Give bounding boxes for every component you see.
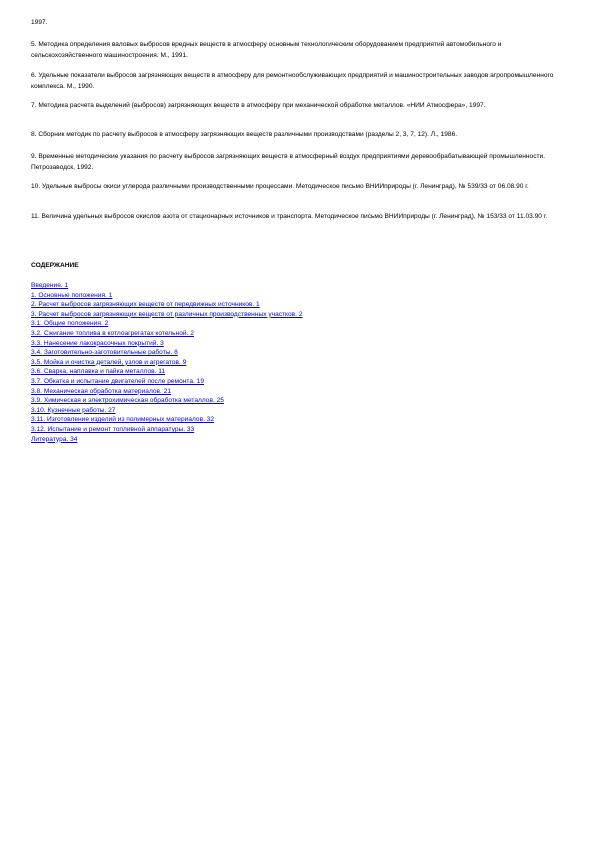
toc-link-3-11[interactable]: 3.11. Изготовление изделий из полимерных материалов. 32 [31,416,215,424]
toc-link-3-3[interactable]: 3.3. Нанесение лакокрасочных покрытий. 3 [31,339,164,347]
toc-item [31,406,571,416]
toc-item [31,396,571,406]
toc-item [31,358,571,368]
reference-5: 5. Методика определения валовых выбросов вредных веществ в атмосферу основным технологическим оборудованием предприятий автомобильного и сельскохозяйственного машиностроения. М., 1991. [31,41,502,59]
reference-9: 9. Временные методические указания по расчету выбросов загрязняющих веществ в атмосферный воздух предприятиями деревообрабатывающей промышленности. Петрозаводск, 1992. [31,153,546,171]
toc-link-3-6[interactable]: 3.6. Сварка, наплавка и пайка металлов. 11 [31,368,166,376]
toc-item [31,281,571,291]
toc-item [31,300,571,310]
toc-item [31,425,571,435]
reference-6: 6. Удельные показатели выбросов загрязняющих веществ в атмосферу для ремонтнообслуживающих предприятий и машиностроительных заводов агропромышленного комплекса. М., 1990. [31,72,554,90]
toc-item [31,435,571,445]
toc-link-literature[interactable]: Литература. 34 [31,435,78,443]
reference-11: 11. Величина удельных выбросов окислов азота от стационарных источников и транспорта. Методическое письмо ВНИИприроды (г. Ленинград), № 153/33 от 11.03.90 г. [31,213,548,220]
toc-link-3-8[interactable]: 3.8. Механическая обработка материалов. 21 [31,387,172,395]
toc-link-2[interactable]: 2. Расчет выбросов загрязняющих веществ от передвижных источников. 1 [31,301,260,309]
toc-link-3-7[interactable]: 3.7. Обкатка и испытание двигателей после ремонта. 19 [31,377,204,385]
toc-item [31,319,571,329]
toc-item [31,367,571,377]
toc-item [31,310,571,320]
toc-link-3-1[interactable]: 3.1. Общие положения. 2 [31,320,109,328]
toc-link-intro[interactable]: Введение. 1 [31,282,69,289]
toc-item [31,348,571,358]
toc-title: СОДЕРЖАНИЕ [31,262,79,269]
toc-item [31,415,571,425]
toc-item [31,377,571,387]
toc-item [31,291,571,301]
reference-fragment: 1997. [31,19,48,26]
toc-link-3-5[interactable]: 3.5. Мойка и очистка деталей, узлов и агрегатов. 9 [31,358,187,366]
toc-link-3-9[interactable]: 3.9. Химическая и электрохимическая обработка металлов. 25 [31,397,224,405]
toc-link-3-12[interactable]: 3.12. Испытание и ремонт топливной аппаратуры. 33 [31,425,195,433]
toc-link-3[interactable]: 3. Расчет выбросов загрязняющих веществ от различных производственных участков. 2 [31,310,303,318]
toc-item [31,387,571,397]
toc-link-3-10[interactable]: 3.10. Кузнечные работы. 27 [31,406,116,414]
toc-item [31,339,571,349]
reference-7: 7. Методика расчета выделений (выбросов) загрязняющих веществ в атмосферу при механической обработке металлов. «НИИ Атмосфера», 1997. [31,102,486,109]
toc-link-3-2[interactable]: 3.2. Сжигание топлива в котлоагрегатах котельной. 2 [31,329,194,337]
toc-link-1[interactable]: 1. Основные положения. 1 [31,291,113,299]
reference-8: 8. Сборник методик по расчету выбросов в атмосферу загрязняющих веществ различными производствами (разделы 2, 3, 7, 12). Л., 1986. [31,131,458,138]
toc-item [31,329,571,339]
toc-link-3-4[interactable]: 3.4. Заготовительно-заготовительные работы. 8 [31,349,178,357]
toc-list [31,281,571,444]
reference-10: 10. Удельные выбросы окиси углерода различными производственными процессами. Методическое письмо ВНИИприроды (г. Ленинград), № 539/33 от 06.08.90 г. [31,183,529,190]
